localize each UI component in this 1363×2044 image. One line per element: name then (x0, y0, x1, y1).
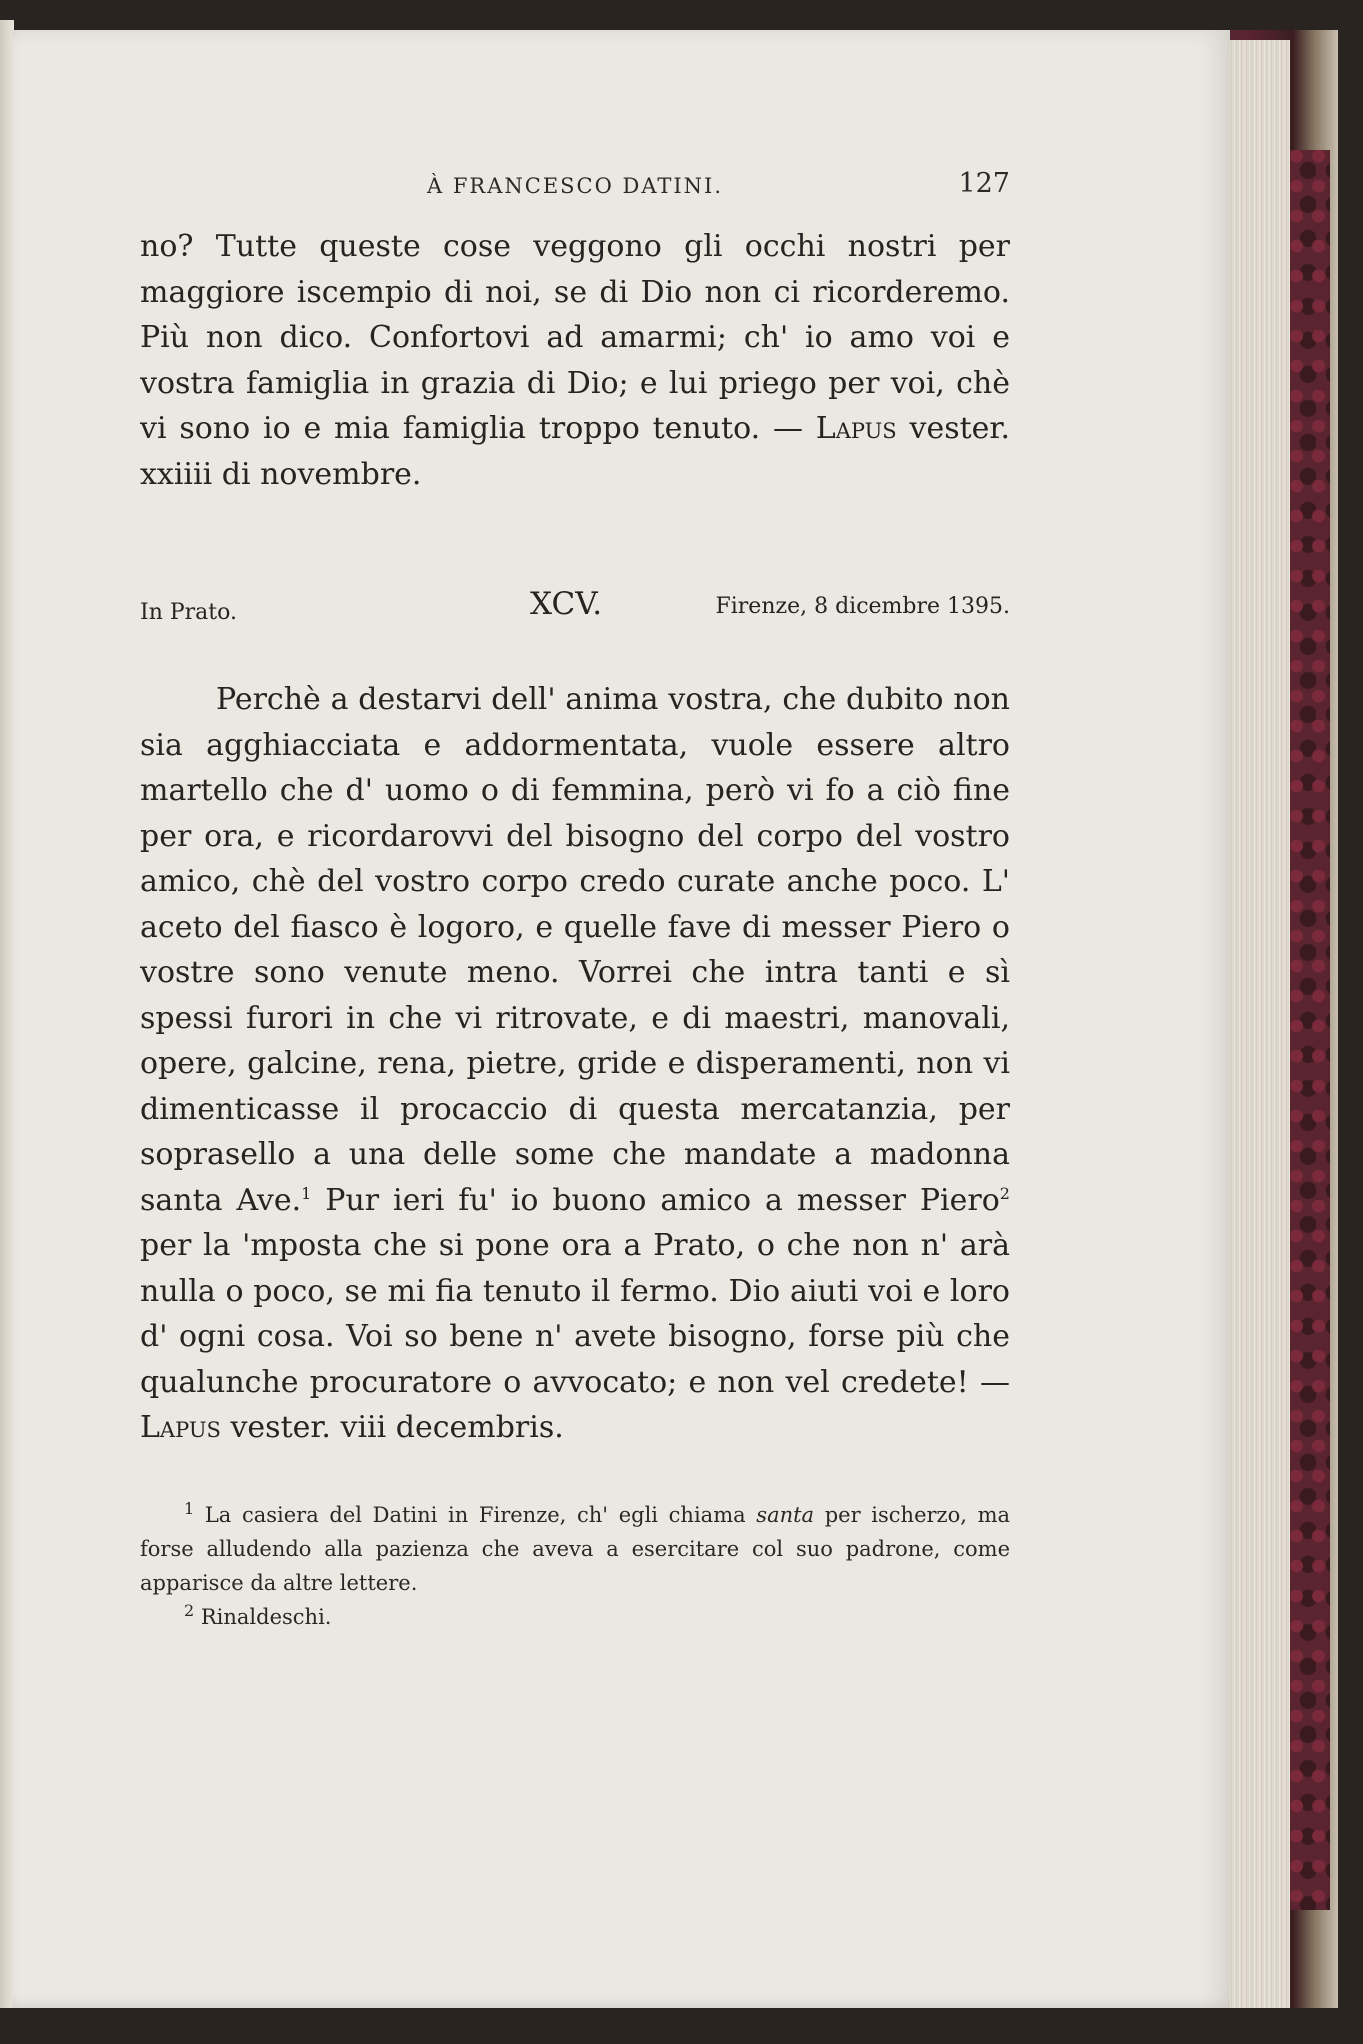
footnote-ref-2: 2 (999, 1183, 1010, 1203)
background-shadow (0, 2008, 1363, 2044)
footnote-1-text-after: per ischerzo, ma forse alludendo alla pazienza che aveva a esercitare col suo padrone, come apparisce da altre lettere. (140, 1503, 1011, 1595)
running-head (140, 168, 1010, 208)
footnote-ref-1: 1 (301, 1183, 312, 1203)
letter-place: In Prato. (140, 600, 237, 625)
marbled-cover-edge (1290, 150, 1330, 1910)
footnote-1-italic: santa (756, 1503, 815, 1527)
letter-body (140, 677, 1010, 1451)
footnote-1 (140, 1498, 1010, 1600)
running-head-title: À FRANCESCO DATINI. (426, 174, 723, 198)
footnotes (140, 1498, 1010, 1634)
page-number: 127 (958, 168, 1010, 199)
letter-number: XCV. (530, 586, 603, 622)
paragraph1-closing: vester. xxiiii di novembre. (140, 411, 1010, 492)
letter-date: Firenze, 8 dicembre 1395. (715, 594, 1010, 619)
footnote-1-text-before: La casiera del Datini in Firenze, ch' egli chiama (194, 1503, 757, 1527)
letter-closing: vester. viii decembris. (220, 1410, 564, 1445)
letter-heading (140, 586, 1010, 626)
paragraph1-signature: Lapus (815, 411, 897, 446)
footnote-2-mark: 2 (184, 1601, 195, 1620)
footnote-2 (140, 1600, 1010, 1634)
footnote-1-mark: 1 (184, 1499, 195, 1518)
page-edges (1228, 40, 1290, 2015)
paragraph-continued (140, 224, 1010, 497)
paragraph1-text: no? Tutte queste cose veggono gli occhi nostri per maggiore iscempio di noi, se di Dio non ci ricorderemo. Più non dico. Confortovi ad amarmi; ch' io amo voi e vostra famiglia in grazia di Dio; e lui priego per voi, chè vi sono io e mia famiglia troppo tenuto. — (140, 229, 1010, 446)
letter-body-part2: Pur ieri fu' io buono amico a messer Piero (311, 1182, 1000, 1218)
letter-body-part1: Perchè a destarvi dell' anima vostra, che dubito non sia agghiacciata e addormentata, vuole essere altro martello che d' uomo o di femmina, però vi fo a ciò fine per ora, e ricordarovvi del bisogno del corpo del vostro amico, chè del vostro corpo credo curate anche poco. L' aceto del fiasco è logoro, e quelle fave di messer Piero o vostre sono venute meno. Vorrei che intra tanti e sì spessi furori in che vi ritrovate, e di maestri, manovali, opere, galcine, rena, pietre, gride e disperamenti, non vi dimenticasse il procaccio di questa mercatanzia, per soprasello a una delle some che mandate a madonna santa Ave. (140, 682, 1010, 1218)
letter-signature: Lapus (140, 1410, 221, 1445)
letter-body-part3: per la 'mposta che si pone ora a Prato, o che non n' arà nulla o poco, se mi fia tenuto il fermo. Dio aiuti voi e loro d' ogni cosa. Voi so bene n' avete bisogno, forse più che qualunche procuratore o avvocato; e non vel credete! — (140, 1228, 1010, 1400)
footnote-2-text: Rinaldeschi. (194, 1605, 332, 1629)
